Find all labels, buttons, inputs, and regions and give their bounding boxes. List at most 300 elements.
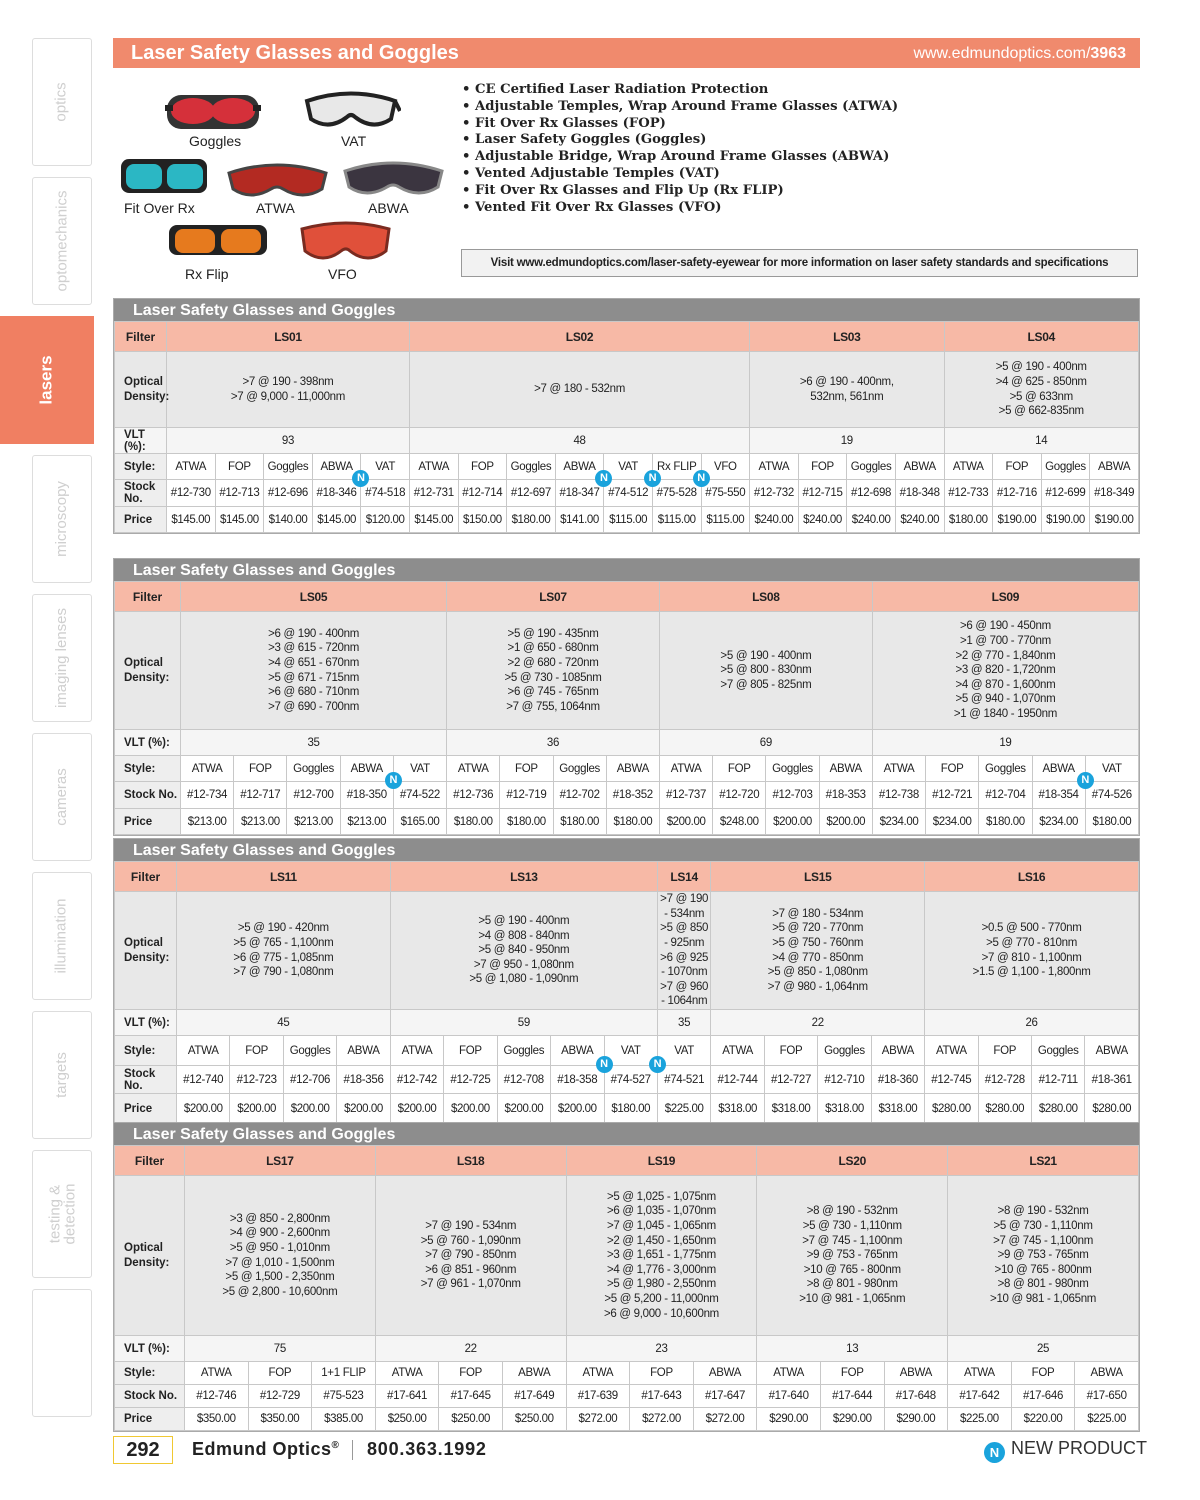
stock-number[interactable] — [439, 1385, 503, 1408]
stock-number[interactable] — [167, 480, 216, 507]
vlt-value: 19 — [750, 428, 944, 454]
row-label-vlt: VLT (%): — [115, 730, 181, 756]
table-row — [115, 1336, 1139, 1362]
cell-text: $141.00 — [560, 513, 599, 526]
optical-density — [925, 892, 1139, 1010]
stock-number[interactable] — [798, 480, 847, 507]
table-row — [115, 1036, 1139, 1066]
stock-number[interactable] — [337, 1066, 390, 1094]
style-cell — [502, 1362, 566, 1385]
cell-text: $280.00 — [1038, 1102, 1078, 1115]
tab-cameras[interactable]: cameras — [32, 733, 92, 861]
cell-text: $240.00 — [803, 513, 842, 526]
style-cell — [439, 1362, 503, 1385]
row-label-filter: Filter — [115, 862, 177, 892]
filter-name: LS21 — [948, 1146, 1139, 1176]
filter-name: LS01 — [167, 322, 410, 352]
new-badge-icon: N — [385, 772, 402, 789]
cell-text: ABWA — [1042, 762, 1075, 775]
price-cell — [1085, 1094, 1139, 1124]
style-cell — [553, 756, 606, 782]
stock-number[interactable] — [312, 1385, 376, 1408]
row-label-style: Style: — [115, 1036, 177, 1066]
cell-text: FOP — [650, 1367, 673, 1379]
style-cell — [944, 454, 993, 480]
od-line: >5 @ 940 - 1,070nm — [955, 693, 1056, 706]
od-line: >4 @ 808 - 840nm — [478, 929, 570, 942]
price-cell — [312, 1408, 376, 1431]
style-cell — [798, 454, 847, 480]
new-badge-icon: N — [649, 1056, 666, 1073]
visit-info-box[interactable]: Visit www.edmundoptics.com/laser-safety-eyewear for more information on laser safety standards and specifications — [461, 249, 1138, 277]
stock-number[interactable] — [1041, 480, 1090, 507]
price-cell — [750, 507, 799, 533]
cell-text: #12-702 — [559, 789, 600, 801]
cell-text: FOP — [268, 1367, 292, 1379]
header-url[interactable]: www.edmundoptics.com/3963 — [913, 45, 1126, 62]
cell-text: $240.00 — [754, 513, 794, 526]
od-line: >6 @ 1,035 - 1,070nm — [606, 1205, 716, 1218]
cell-text: $350.00 — [196, 1413, 236, 1425]
price-cell — [764, 1094, 817, 1124]
vat-image — [301, 81, 401, 136]
tab-optomechanics[interactable]: optomechanics — [32, 177, 92, 305]
od-line: 532nm, 561nm — [810, 390, 884, 403]
cell-text: VFO — [713, 460, 737, 473]
cell-text: #12-725 — [450, 1073, 491, 1086]
cell-text: $234.00 — [879, 815, 919, 828]
cell-text: ATWA — [722, 1044, 753, 1057]
style-cell — [312, 1362, 376, 1385]
stock-number[interactable] — [1032, 782, 1085, 809]
table-title: Laser Safety Glasses and Goggles — [114, 1123, 1139, 1145]
new-badge-icon: N — [596, 1056, 613, 1073]
cell-text: ATWA — [935, 1044, 967, 1057]
product-label-fit-over-rx: Fit Over Rx — [124, 200, 195, 216]
table-row — [115, 454, 1139, 480]
price-cell — [215, 507, 264, 533]
od-line: >5 @ 765 - 1,100nm — [233, 936, 334, 949]
stock-number[interactable] — [820, 1385, 884, 1408]
stock-number[interactable] — [764, 1066, 817, 1094]
cell-text: VAT — [620, 1044, 641, 1057]
vlt-value: 19 — [872, 730, 1138, 756]
stock-number[interactable] — [287, 782, 340, 809]
stock-number[interactable] — [357, 472, 410, 507]
cell-text: FOP — [248, 762, 272, 775]
stock-number[interactable] — [1075, 1385, 1139, 1408]
row-label-od: Optical Density: — [115, 352, 167, 428]
cell-text: $180.00 — [611, 1102, 651, 1115]
price-cell — [390, 1094, 443, 1124]
tab-imaging-lenses[interactable]: imaging lenses — [32, 594, 92, 722]
od-line: >5 @ 5,200 - 11,000nm — [604, 1292, 719, 1305]
cell-text: $145.00 — [220, 513, 259, 526]
price-cell — [884, 1408, 948, 1431]
cell-text: FOP — [470, 460, 494, 473]
cell-text: $350.00 — [260, 1413, 300, 1425]
price-cell — [230, 1094, 283, 1124]
stock-number[interactable] — [871, 1066, 924, 1094]
style-cell — [264, 454, 313, 480]
optical-density — [657, 892, 710, 1010]
style-cell — [248, 1362, 312, 1385]
style-cell — [1041, 454, 1090, 480]
cell-text: #12-729 — [259, 1390, 300, 1402]
stock-number[interactable] — [507, 480, 556, 507]
stock-number[interactable] — [502, 1385, 566, 1408]
cell-text: ABWA — [518, 1367, 551, 1379]
stock-number[interactable] — [248, 1385, 312, 1408]
tab-illumination[interactable]: illumination — [32, 872, 92, 1000]
cell-text: $213.00 — [347, 815, 387, 828]
cell-text: $250.00 — [387, 1413, 427, 1425]
od-line: >7 @ 961 - 1,070nm — [420, 1278, 521, 1291]
price-cell — [693, 1408, 757, 1431]
page-header — [113, 38, 1140, 68]
tab-optics[interactable]: optics — [32, 38, 92, 166]
cell-text: #12-717 — [240, 789, 281, 801]
od-line: >2 @ 770 - 1,840nm — [955, 649, 1056, 662]
od-line: >2 @ 1,450 - 1,650nm — [606, 1234, 716, 1247]
stock-number[interactable] — [500, 782, 553, 809]
cell-text: #12-713 — [219, 487, 260, 499]
cell-text: #12-719 — [506, 789, 547, 801]
stock-number[interactable] — [659, 782, 712, 809]
row-label-price: Price — [115, 809, 181, 835]
stock-number[interactable] — [978, 1066, 1031, 1094]
cell-text: FOP — [811, 460, 834, 473]
stock-number[interactable] — [948, 1385, 1012, 1408]
cell-text: $200.00 — [773, 815, 812, 828]
cell-text: ABWA — [616, 762, 649, 775]
od-line: >10 @ 765 - 800nm — [803, 1263, 901, 1276]
price-cell — [177, 1094, 230, 1124]
stock-number[interactable] — [926, 782, 979, 809]
od-line: >5 @ 633nm — [1009, 390, 1073, 403]
optical-density — [390, 892, 657, 1010]
stock-number[interactable] — [215, 480, 264, 507]
style-cell — [764, 1036, 817, 1066]
cell-text: $180.00 — [1092, 815, 1132, 828]
cell-text: ATWA — [670, 762, 702, 775]
od-line: >7 @ 180 - 532nm — [534, 383, 626, 396]
cell-text: #17-648 — [895, 1390, 936, 1402]
cell-text: $140.00 — [268, 513, 308, 526]
new-badge-icon: N — [693, 470, 710, 487]
price-cell — [871, 1094, 924, 1124]
tab-targets[interactable]: targets — [32, 1011, 92, 1139]
cell-text: ATWA — [200, 1367, 232, 1379]
cell-text: #12-698 — [851, 487, 892, 499]
cell-text: VAT — [674, 1044, 695, 1057]
product-label-atwa: ATWA — [256, 200, 295, 216]
cell-text: Goggles — [1037, 1044, 1079, 1057]
cell-text: ABWA — [899, 1367, 932, 1379]
price-cell — [444, 1094, 497, 1124]
price-cell — [248, 1408, 312, 1431]
cell-text: ATWA — [191, 762, 223, 775]
cell-text: #18-347 — [559, 487, 600, 499]
stock-number[interactable] — [600, 1058, 657, 1094]
style-cell — [871, 1036, 924, 1066]
stock-number[interactable] — [847, 480, 896, 507]
stock-number[interactable] — [757, 1385, 821, 1408]
od-line: >7 @ 1,045 - 1,065nm — [606, 1220, 716, 1233]
od-line: >6 @ 9,000 - 10,600nm — [603, 1307, 719, 1320]
stock-number[interactable] — [340, 782, 393, 809]
cell-text: #18-354 — [1038, 789, 1079, 801]
row-label-stock: Stock No. — [115, 782, 181, 809]
cell-text: ABWA — [1090, 1367, 1123, 1379]
stock-number[interactable] — [979, 782, 1032, 809]
stock-number[interactable] — [458, 480, 507, 507]
stock-number[interactable] — [553, 782, 606, 809]
stock-number[interactable] — [713, 782, 766, 809]
stock-number[interactable] — [389, 774, 446, 809]
stock-number[interactable] — [283, 1066, 336, 1094]
price-cell — [798, 507, 847, 533]
style-cell — [287, 756, 340, 782]
stock-number[interactable] — [1090, 480, 1139, 507]
row-label-price: Price — [115, 507, 167, 533]
stock-number[interactable] — [818, 1066, 871, 1094]
stock-number[interactable] — [551, 1066, 604, 1094]
od-line: >5 @ 850 - 925nm — [660, 922, 709, 949]
price-cell — [757, 1408, 821, 1431]
od-line: >6 @ 745 - 765nm — [507, 686, 599, 699]
od-line: >7 @ 745 - 1,100nm — [802, 1234, 903, 1247]
style-cell — [375, 1362, 439, 1385]
stock-number[interactable] — [264, 480, 313, 507]
cell-text: VAT — [1101, 762, 1122, 775]
stock-number[interactable] — [234, 782, 287, 809]
cell-text: $200.00 — [290, 1102, 330, 1115]
cell-text: $200.00 — [557, 1102, 597, 1115]
table-row — [115, 582, 1139, 612]
stock-number[interactable] — [409, 480, 458, 507]
brand-name: Edmund Optics® — [192, 1439, 340, 1459]
spec-table-3 — [113, 838, 1140, 1125]
new-badge-icon: N — [595, 470, 612, 487]
filter-name: LS04 — [944, 322, 1139, 352]
stock-number[interactable] — [447, 782, 500, 809]
od-line: >0.5 @ 500 - 770nm — [981, 922, 1082, 935]
cell-text: $200.00 — [344, 1102, 383, 1115]
style-cell — [447, 756, 500, 782]
fit-over-rx-image — [117, 153, 212, 201]
cell-text: ABWA — [1095, 1044, 1128, 1057]
cell-text: #12-738 — [878, 789, 919, 801]
stock-number[interactable] — [925, 1066, 978, 1094]
stock-number[interactable] — [444, 1066, 497, 1094]
cell-text: #75-550 — [705, 487, 746, 499]
od-line: >7 @ 9,000 - 11,000nm — [230, 390, 346, 403]
style-cell — [820, 1362, 884, 1385]
style-cell — [1075, 1362, 1139, 1385]
od-line: >4 @ 625 - 850nm — [995, 375, 1087, 388]
product-label-vat: VAT — [341, 133, 367, 149]
list-item: • Laser Safety Goggles (Goggles) — [462, 132, 898, 149]
optical-density — [375, 1176, 566, 1336]
cell-text: #17-649 — [514, 1390, 555, 1402]
od-line: >1 @ 1840 - 1950nm — [953, 707, 1057, 720]
cell-text: #12-727 — [770, 1073, 812, 1086]
tab-lasers[interactable]: lasers — [0, 316, 94, 444]
phone-number[interactable]: 800.363.1992 — [367, 1439, 487, 1459]
stock-number[interactable] — [630, 1385, 694, 1408]
price-cell — [185, 1408, 249, 1431]
cell-text: $272.00 — [705, 1413, 745, 1425]
optical-density — [409, 352, 749, 428]
cell-text: #12-708 — [503, 1073, 544, 1086]
vlt-value: 48 — [409, 428, 749, 454]
stock-number[interactable] — [944, 480, 993, 507]
od-line: >8 @ 801 - 980nm — [806, 1278, 898, 1291]
row-label-vlt: VLT (%): — [115, 1010, 177, 1036]
cell-text: #17-642 — [959, 1390, 1000, 1402]
cell-text: $290.00 — [769, 1413, 809, 1425]
price-cell — [895, 507, 944, 533]
od-line: >6 @ 190 - 450nm — [959, 620, 1051, 633]
cell-text: ATWA — [964, 1367, 995, 1379]
style-cell — [993, 454, 1042, 480]
od-line: >1 @ 650 - 680nm — [507, 642, 599, 655]
stock-number[interactable] — [185, 1385, 249, 1408]
style-cell — [925, 1036, 978, 1066]
cell-text: #18-360 — [877, 1073, 918, 1086]
row-label-filter: Filter — [115, 582, 181, 612]
cell-text: $180.00 — [507, 815, 546, 828]
cell-text: #17-646 — [1022, 1390, 1064, 1402]
vlt-value: 14 — [944, 428, 1139, 454]
od-line: >5 @ 730 - 1,110nm — [802, 1220, 902, 1233]
stock-number[interactable] — [819, 782, 872, 809]
cell-text: ABWA — [829, 762, 862, 775]
product-label-rx-flip: Rx Flip — [185, 266, 229, 282]
price-cell — [872, 809, 925, 835]
od-line: >3 @ 850 - 2,800nm — [229, 1212, 330, 1225]
stock-number[interactable] — [750, 480, 799, 507]
cell-text: #74-526 — [1091, 789, 1132, 801]
tab-testing-detection[interactable]: testing & detection — [32, 1150, 92, 1278]
tab-microscopy[interactable]: microscopy — [32, 455, 92, 583]
cell-text: #75-528 — [656, 487, 697, 499]
stock-number[interactable] — [884, 1385, 948, 1408]
od-line: >2 @ 680 - 720nm — [507, 656, 599, 669]
od-line: >4 @ 900 - 2,600nm — [229, 1227, 330, 1240]
stock-number[interactable] — [872, 782, 925, 809]
price-cell — [1011, 1408, 1075, 1431]
table-row — [115, 1146, 1139, 1176]
od-line: >9 @ 753 - 765nm — [806, 1249, 898, 1262]
cell-text: #12-697 — [510, 487, 551, 499]
new-badge-icon: N — [984, 1442, 1005, 1463]
stock-number[interactable] — [697, 472, 750, 507]
price-cell — [820, 1408, 884, 1431]
stock-number[interactable] — [693, 1385, 757, 1408]
stock-number[interactable] — [497, 1066, 550, 1094]
price-cell — [181, 809, 234, 835]
filter-name: LS11 — [177, 862, 391, 892]
optical-density — [948, 1176, 1139, 1336]
cell-text: FOP — [1005, 460, 1029, 473]
table-row — [115, 322, 1139, 352]
od-line: >3 @ 820 - 1,720nm — [955, 664, 1056, 677]
table-row — [115, 612, 1139, 730]
cell-text: ATWA — [391, 1367, 423, 1379]
cell-text: $318.00 — [825, 1102, 864, 1115]
cell-text: $190.00 — [1046, 513, 1085, 526]
stock-number[interactable] — [1032, 1066, 1085, 1094]
stock-number[interactable] — [895, 480, 944, 507]
stock-number[interactable] — [177, 1066, 230, 1094]
stock-number[interactable] — [181, 782, 234, 809]
table-row — [115, 1408, 1139, 1431]
stock-number[interactable] — [375, 1385, 439, 1408]
od-line: >8 @ 801 - 980nm — [997, 1278, 1089, 1291]
style-cell — [230, 1036, 283, 1066]
stock-number[interactable] — [606, 782, 659, 809]
od-line: >7 @ 190 - 398nm — [242, 375, 334, 388]
style-cell — [713, 756, 766, 782]
stock-number[interactable] — [230, 1066, 283, 1094]
stock-number[interactable] — [711, 1066, 764, 1094]
row-label-stock: Stock No. — [115, 480, 167, 507]
style-cell — [1011, 1362, 1075, 1385]
stock-number[interactable] — [766, 782, 819, 809]
row-label-filter: Filter — [115, 322, 167, 352]
cell-text: $180.00 — [511, 513, 551, 526]
rx-flip-image — [163, 219, 273, 267]
stock-number[interactable] — [1081, 774, 1138, 809]
od-line: >5 @ 850 - 1,080nm — [767, 966, 868, 979]
cell-text: Goggles — [289, 1044, 331, 1057]
cell-text: #12-744 — [717, 1073, 758, 1086]
row-label-od: Optical Density: — [115, 612, 181, 730]
vfo-image — [298, 217, 393, 267]
cell-text: $200.00 — [183, 1102, 223, 1115]
price-cell — [766, 809, 819, 835]
vlt-value: 35 — [181, 730, 447, 756]
cell-text: #12-696 — [267, 487, 309, 499]
cell-text: $318.00 — [771, 1102, 811, 1115]
price-cell — [287, 809, 340, 835]
stock-number[interactable] — [566, 1385, 630, 1408]
list-item: • Vented Adjustable Temples (VAT) — [462, 166, 898, 183]
stock-number[interactable] — [390, 1066, 443, 1094]
stock-number[interactable] — [1085, 1066, 1139, 1094]
vlt-value: 45 — [177, 1010, 391, 1036]
cell-text: $225.00 — [960, 1413, 999, 1425]
tab-blank[interactable] — [32, 1289, 92, 1417]
row-label-price: Price — [115, 1408, 185, 1431]
row-label-vlt: VLT (%): — [115, 1336, 185, 1362]
style-cell — [566, 1362, 630, 1385]
cell-text: FOP — [727, 762, 751, 775]
stock-number[interactable] — [993, 480, 1042, 507]
cell-text: FOP — [840, 1367, 864, 1379]
od-line: >7 @ 790 - 850nm — [425, 1249, 517, 1262]
cell-text: $213.00 — [294, 815, 333, 828]
cell-text: $250.00 — [451, 1413, 491, 1425]
price-cell — [926, 809, 979, 835]
cell-text: $115.00 — [706, 513, 745, 526]
stock-number[interactable] — [1011, 1385, 1075, 1408]
stock-number[interactable] — [653, 1058, 710, 1094]
cell-text: $145.00 — [414, 513, 454, 526]
cell-text: #12-710 — [824, 1073, 865, 1086]
